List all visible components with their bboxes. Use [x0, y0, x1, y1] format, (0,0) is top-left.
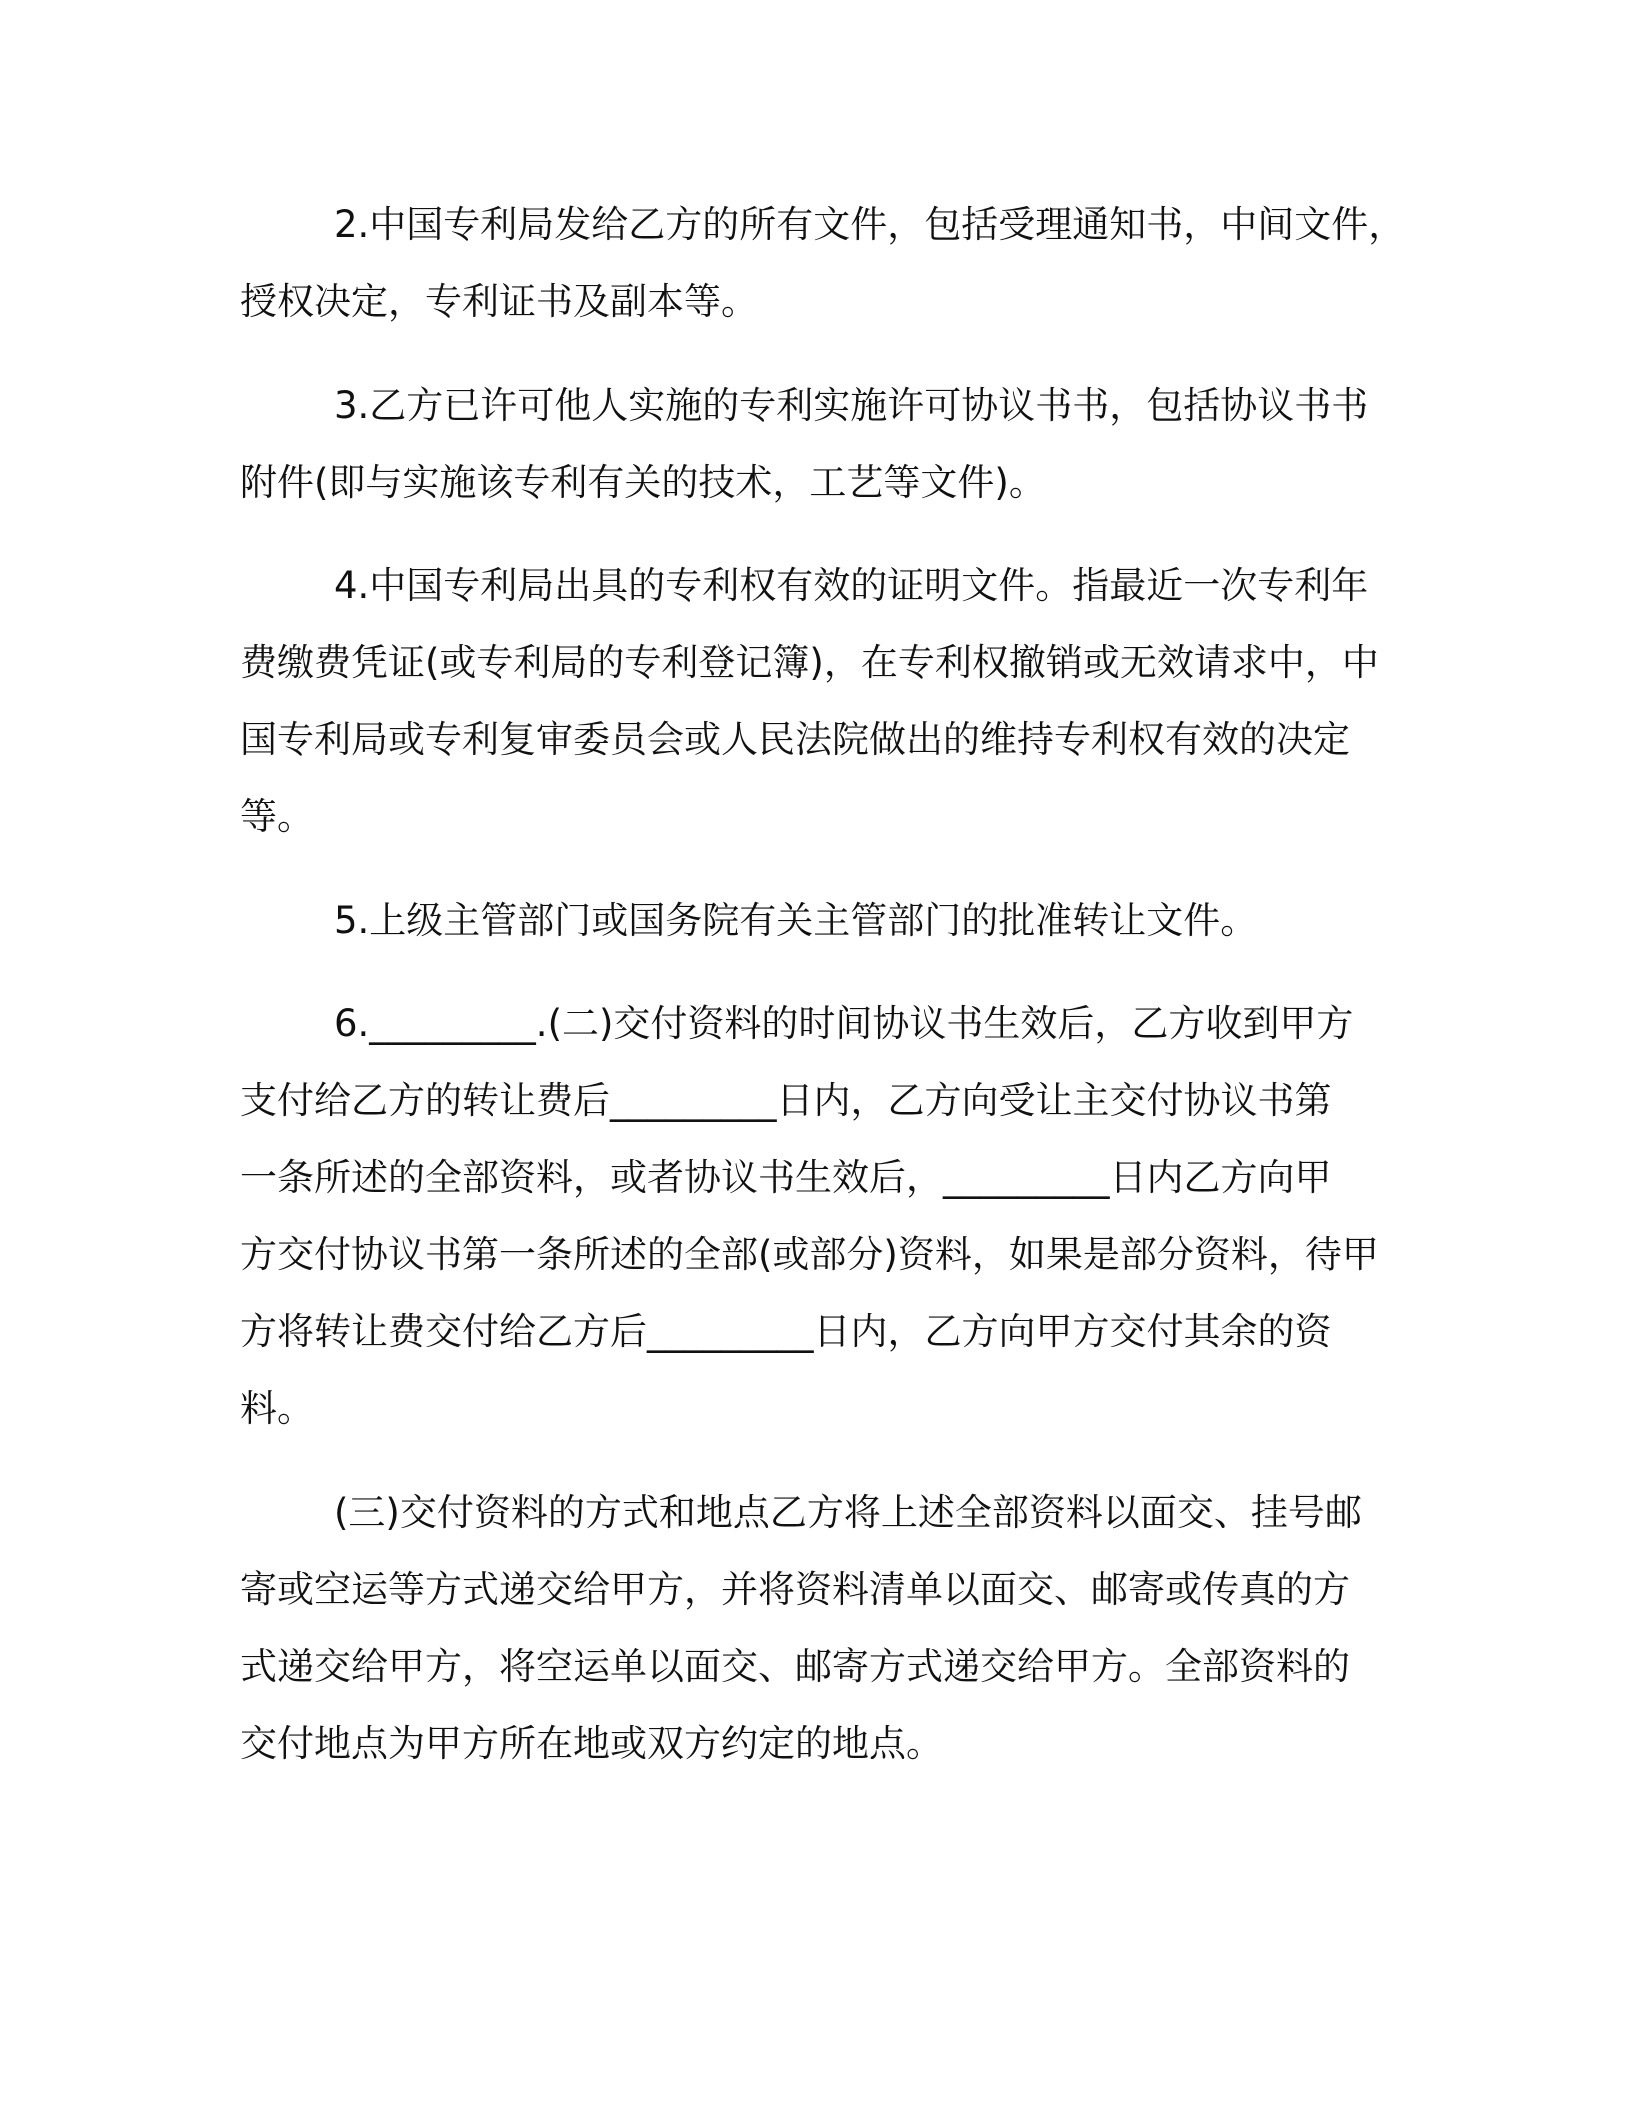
paragraph-line: 5.上级主管部门或国务院有关主管部门的批准转让文件。 — [334, 899, 1258, 942]
paragraph-line: 3.乙方已许可他人实施的专利实施许可协议书书，包括协议书书 — [334, 384, 1369, 427]
paragraph-item-6 — [240, 985, 1400, 1447]
paragraph-line: 等。 — [240, 795, 314, 838]
document-body — [240, 186, 1406, 1782]
paragraph-line: 6._________.(二)交付资料的时间协议书生效后，乙方收到甲方 — [334, 1002, 1354, 1045]
paragraph-item-2 — [240, 186, 1406, 340]
paragraph-item-3 — [240, 367, 1400, 521]
paragraph-line: 授权决定，专利证书及副本等。 — [240, 280, 758, 323]
paragraph-line: 国专利局或专利复审委员会或人民法院做出的维持专利权有效的决定 — [240, 718, 1350, 761]
paragraph-line: 方将转让费交付给乙方后_________日内，乙方向甲方交付其余的资 — [240, 1310, 1332, 1353]
paragraph-line: 式递交给甲方，将空运单以面交、邮寄方式递交给甲方。全部资料的 — [240, 1645, 1350, 1688]
paragraph-line: 交付地点为甲方所在地或双方约定的地点。 — [240, 1722, 943, 1765]
paragraph-item-4 — [240, 547, 1400, 855]
paragraph-line: 支付给乙方的转让费后_________日内，乙方向受让主交付协议书第 — [240, 1079, 1332, 1122]
paragraph-line: 一条所述的全部资料，或者协议书生效后，_________日内乙方向甲 — [240, 1156, 1332, 1199]
paragraph-line: 附件(即与实施该专利有关的技术，工艺等文件)。 — [240, 461, 1046, 504]
paragraph-line: 4.中国专利局出具的专利权有效的证明文件。指最近一次专利年 — [334, 564, 1369, 607]
paragraph-line: (三)交付资料的方式和地点乙方将上述全部资料以面交、挂号邮 — [334, 1491, 1362, 1534]
paragraph-line: 费缴费凭证(或专利局的专利登记簿)，在专利权撤销或无效请求中，中 — [240, 641, 1379, 684]
paragraph-line: 料。 — [240, 1387, 314, 1430]
paragraph-line: 方交付协议书第一条所述的全部(或部分)资料，如果是部分资料，待甲 — [240, 1233, 1379, 1276]
paragraph-item-5 — [240, 882, 1400, 959]
paragraph-item-7 — [240, 1474, 1400, 1782]
paragraph-line: 2.中国专利局发给乙方的所有文件，包括受理通知书，中间文件， — [334, 203, 1406, 246]
paragraph-line: 寄或空运等方式递交给甲方，并将资料清单以面交、邮寄或传真的方 — [240, 1568, 1350, 1611]
